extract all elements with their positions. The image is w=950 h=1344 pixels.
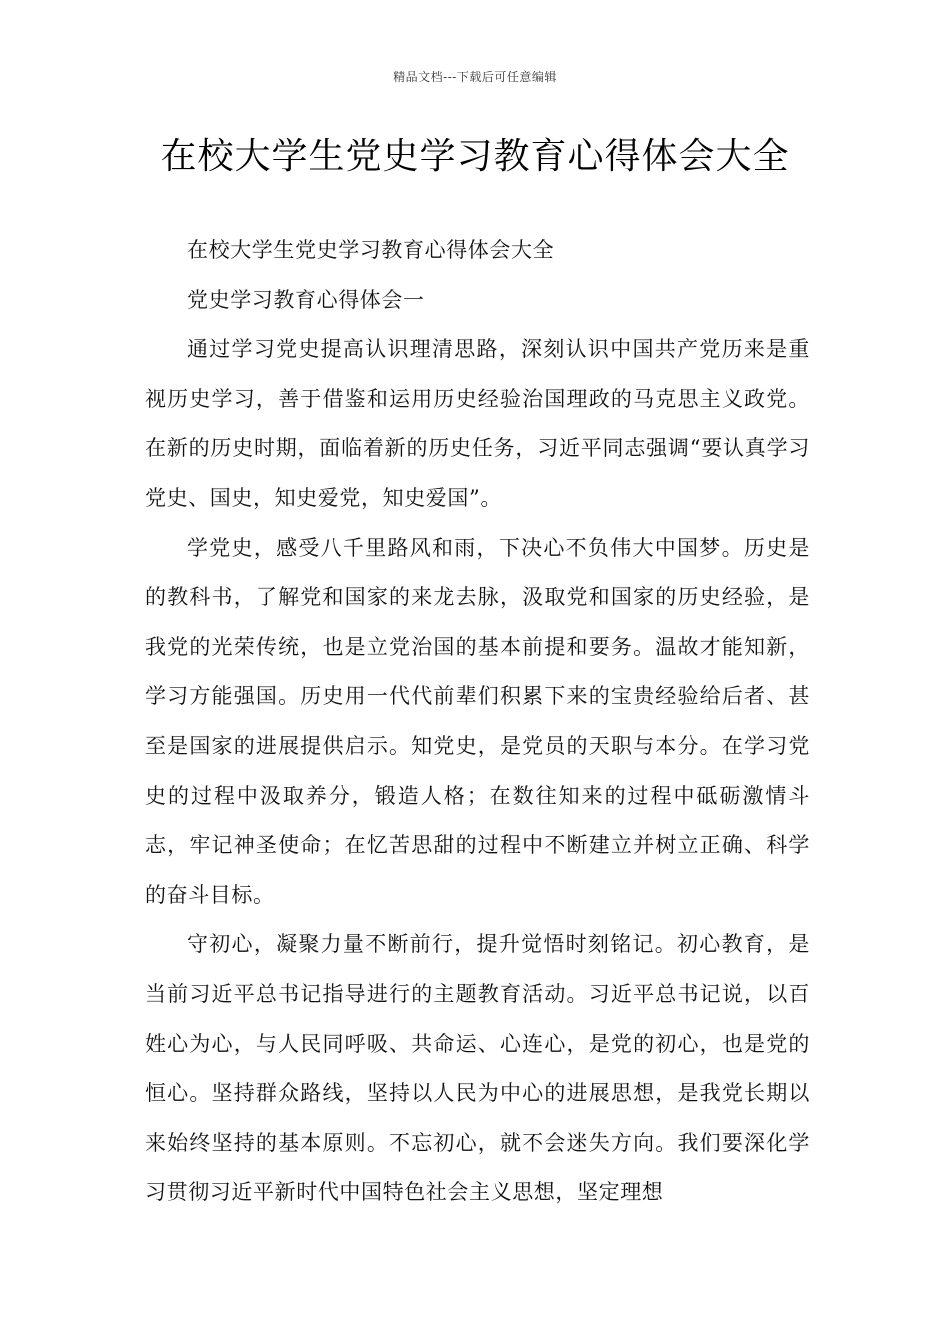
document-body xyxy=(145,226,810,1218)
section-heading: 党史学习教育心得体会一 xyxy=(187,287,425,312)
body-paragraph: 学党史，感受八千里路风和雨，下决心不负伟大中国梦。历史是的教科书，了解党和国家的来龙去脉，汲取党和国家的历史经验，是我党的光荣传统，也是立党治国的基本前提和要务。温故才能知新，学习方能强国。历史用一代代前辈们积累下来的宝贵经验给后者、甚至是国家的进展提供启示。知党史，是党员的天职与本分。在学习党史的过程中汲取养分，锻造人格；在数往知来的过程中砥砺激情斗志，牢记神圣使命；在忆苦思甜的过程中不断建立并树立正确、科学的奋斗目标。 xyxy=(145,535,810,907)
body-paragraph: 守初心，凝聚力量不断前行，提升觉悟时刻铭记。初心教育，是当前习近平总书记指导进行的主题教育活动。习近平总书记说，以百姓心为心，与人民同呼吸、共命运、心连心，是党的初心，也是党的恒心。坚持群众路线，坚持以人民为中心的进展思想，是我党长期以来始终坚持的基本原则。不忘初心，就不会迷失方向。我们要深化学习贯彻习近平新时代中国特色社会主义思想，坚定理想 xyxy=(145,932,810,1205)
header-note: 精品文档---下载后可任意编辑 xyxy=(393,70,557,84)
body-paragraph: 通过学习党史提高认识理清思路，深刻认识中国共产党历来是重视历史学习，善于借鉴和运用历史经验治国理政的马克思主义政党。在新的历史时期，面临着新的历史任务，习近平同志强调“要认真学习党史、国史，知史爱党，知史爱国”。 xyxy=(145,337,810,510)
subtitle-paragraph: 在校大学生党史学习教育心得体会大全 xyxy=(187,238,555,262)
document-title: 在校大学生党史学习教育心得体会大全 xyxy=(160,136,790,177)
